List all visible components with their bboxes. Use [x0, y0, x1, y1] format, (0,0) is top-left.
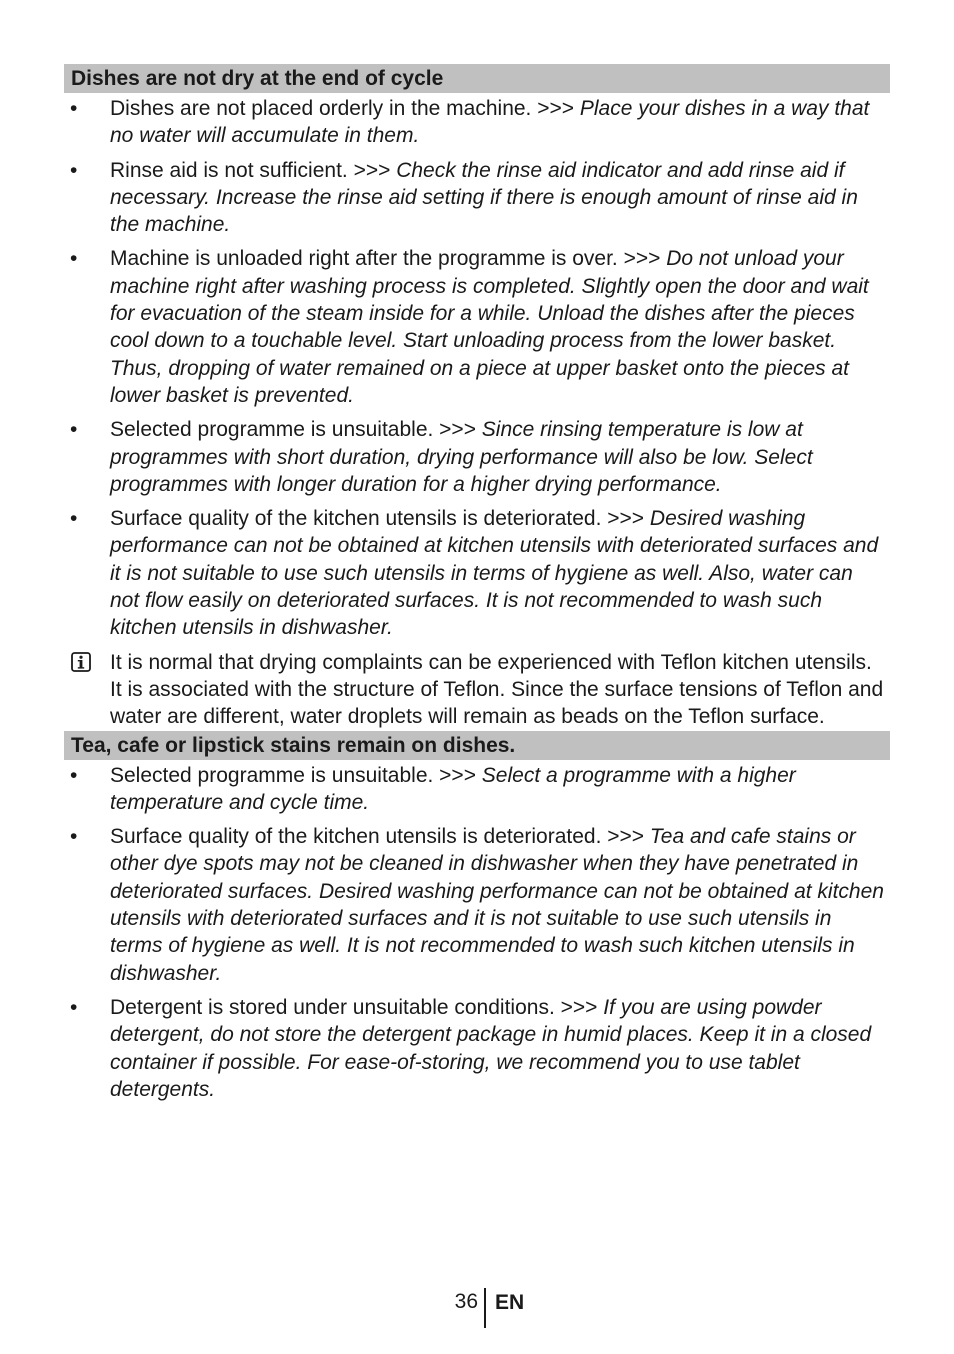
bullet: • [70, 418, 78, 442]
cause-text: Dishes are not placed orderly in the machine. >>> [110, 97, 580, 120]
cause-text: Rinse aid is not sufficient. >>> [110, 158, 397, 182]
list-item [64, 245, 890, 409]
language-code: EN [495, 1291, 525, 1314]
remedy-text: Since rinsing temperature is low at programmes with short duration, drying performance will also be low. Select programmes with longer duration for a higher drying performance. [110, 418, 813, 496]
cause-text: Detergent is stored under unsuitable conditions. >>> [110, 995, 604, 1019]
remedy-text: Check the rinse aid indicator and add rinse aid if necessary. Increase the rinse aid setting if there is enough amount of rinse aid in the machine. [110, 158, 858, 237]
note-text: It is normal that drying complaints can be experienced with Teflon kitchen utensils. It is associated with the structure of Teflon. Since the surface tensions of Teflon and water are different, water droplets will remain as beads on the Teflon surface. [110, 650, 884, 729]
issue-list [64, 93, 890, 731]
footer-divider [484, 1288, 486, 1328]
cause-text: Surface quality of the kitchen utensils is deteriorated. >>> [110, 507, 650, 531]
remedy-text: Do not unload your machine right after washing process is completed. Slightly open the door and wait for evacuation of the steam inside for a while. Unload the dishes after the pieces cool down to a touchable level. Start unloading process from the lower basket. Thus, dropping of water remained on a piece at upper basket onto the pieces at lower basket is prevented. [110, 247, 869, 407]
bullet: • [70, 158, 78, 182]
remedy-text: If you are using powder detergent, do not store the detergent package in humid places. Keep it in a closed container if possible. For ease-of-storing, we recommend you to use tablet detergents. [110, 995, 872, 1101]
list-item [64, 505, 890, 641]
cause-text: Surface quality of the kitchen utensils is deteriorated. >>> [110, 825, 650, 849]
remedy-text: Desired washing performance can not be obtained at kitchen utensils with deteriorated surfaces and it is not suitable to use such utensils in terms of hygiene as well. Also, water can not flow easily on deteriorated surfaces. It is not recommended to wash such kitchen utensils in dishwasher. [110, 507, 879, 640]
bullet: • [70, 507, 78, 531]
list-item [64, 157, 890, 239]
info-note [64, 649, 890, 731]
issue-list [64, 760, 890, 1104]
remedy-text: Place your dishes in a way that no water will accumulate in them. [110, 97, 870, 148]
cause-text: Selected programme is unsuitable. >>> [110, 418, 482, 442]
list-item [64, 823, 890, 987]
page-content [64, 64, 890, 1110]
section-header-dishes-not-dry: Dishes are not dry at the end of cycle [64, 64, 890, 93]
list-item [64, 95, 890, 150]
list-item [64, 994, 890, 1103]
section-header-stains-remain: Tea, cafe or lipstick stains remain on dishes. [64, 731, 890, 760]
remedy-text: Select a programme with a higher temperature and cycle time. [110, 763, 796, 814]
info-icon [71, 652, 91, 672]
remedy-text: Tea and cafe stains or other dye spots may not be cleaned in dishwasher when they have penetrated in deteriorated surfaces. Desired washing performance can not be obtained at kitchen utensils with deteriorated surfaces and it is not suitable to use such utensils in terms of hygiene as well. It is not recommended to wash such kitchen utensils in dishwasher. [110, 825, 884, 985]
list-item [64, 762, 890, 817]
bullet: • [70, 825, 78, 849]
bullet: • [70, 97, 78, 120]
list-item [64, 416, 890, 498]
cause-text: Machine is unloaded right after the programme is over. >>> [110, 247, 667, 271]
bullet: • [70, 763, 78, 787]
bullet: • [70, 247, 78, 271]
page-number: 36 [454, 1290, 478, 1313]
page-footer [0, 1288, 954, 1328]
cause-text: Selected programme is unsuitable. >>> [110, 763, 482, 787]
bullet: • [70, 995, 78, 1019]
